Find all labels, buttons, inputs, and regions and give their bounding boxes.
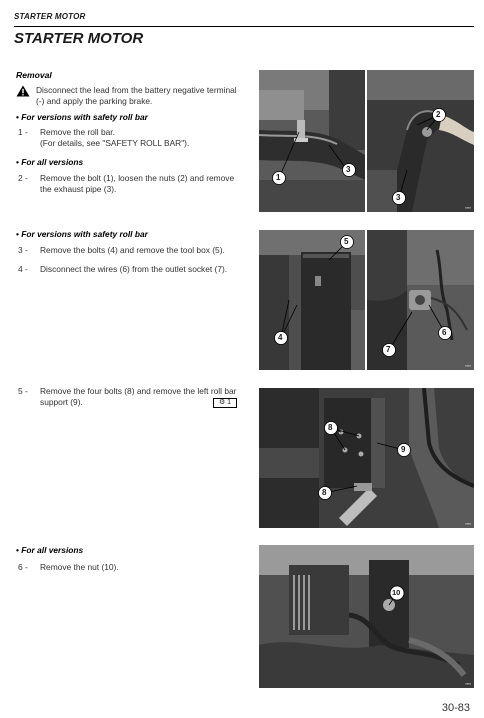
group-label-all-2: • For all versions <box>16 545 83 555</box>
photo-code: ▪▪▪▪ <box>465 205 471 210</box>
step-6: 6 - Remove the nut (10). <box>18 562 119 572</box>
photo-outlet-socket-drawing <box>367 230 474 370</box>
callout-3: 3 <box>346 165 351 174</box>
photo-code: ▪▪▪▪ <box>465 363 471 368</box>
group-label-rollbar-2: • For versions with safety roll bar <box>16 229 148 239</box>
callout-8b: 8 <box>322 488 327 497</box>
reference-symbol: ⚙ 1 <box>213 398 237 408</box>
step-5: 5 - Remove the four bolts (8) and remove the left roll bar support (9). <box>18 386 237 407</box>
step-1: 1 - Remove the roll bar. (For details, see "SAFETY ROLL BAR"). <box>18 127 190 148</box>
callout-8: 8 <box>328 423 333 432</box>
callout-9: 9 <box>401 445 406 454</box>
photo-rollbar-bolt-drawing <box>259 70 365 212</box>
group-label-rollbar-1: • For versions with safety roll bar <box>16 112 148 122</box>
photo-outlet-socket <box>367 230 474 370</box>
photo-exhaust-pipe-drawing <box>367 70 474 212</box>
callout-7: 7 <box>386 345 391 354</box>
photo-rollbar-bolt <box>259 70 365 212</box>
callout-1: 1 <box>276 173 281 182</box>
warning-text: Disconnect the lead from the battery negative terminal (-) and apply the parking brake. <box>36 85 237 106</box>
header-section: STARTER MOTOR <box>14 12 86 21</box>
photo-rollbar-support-drawing <box>259 388 474 528</box>
callout-6: 6 <box>442 328 447 337</box>
photo-code: ▪▪▪▪ <box>465 521 471 526</box>
page-title: STARTER MOTOR <box>14 30 144 47</box>
group-label-all-1: • For all versions <box>16 157 83 167</box>
callout-2: 2 <box>436 110 441 119</box>
photo-starter-nut-drawing <box>259 545 474 688</box>
photo-code: ▪▪▪▪ <box>465 681 471 686</box>
photo-exhaust-pipe <box>367 70 474 212</box>
photo-tool-box-drawing <box>259 230 365 370</box>
photo-tool-box <box>259 230 365 370</box>
photo-starter-nut <box>259 545 474 688</box>
callout-5: 5 <box>344 237 349 246</box>
step-2: 2 - Remove the bolt (1), loosen the nuts (2) and remove the exhaust pipe (3). <box>18 173 235 194</box>
callout-3b: 3 <box>396 193 401 202</box>
callout-4: 4 <box>278 333 283 342</box>
step-3: 3 - Remove the bolts (4) and remove the tool box (5). <box>18 245 225 255</box>
running-header <box>14 6 474 27</box>
step-4: 4 - Disconnect the wires (6) from the outlet socket (7). <box>18 264 228 274</box>
photo-rollbar-support <box>259 388 474 528</box>
callout-10: 10 <box>392 588 401 597</box>
warning-icon <box>16 85 30 97</box>
page-number: 30-83 <box>441 702 470 714</box>
removal-heading: Removal <box>16 70 52 80</box>
